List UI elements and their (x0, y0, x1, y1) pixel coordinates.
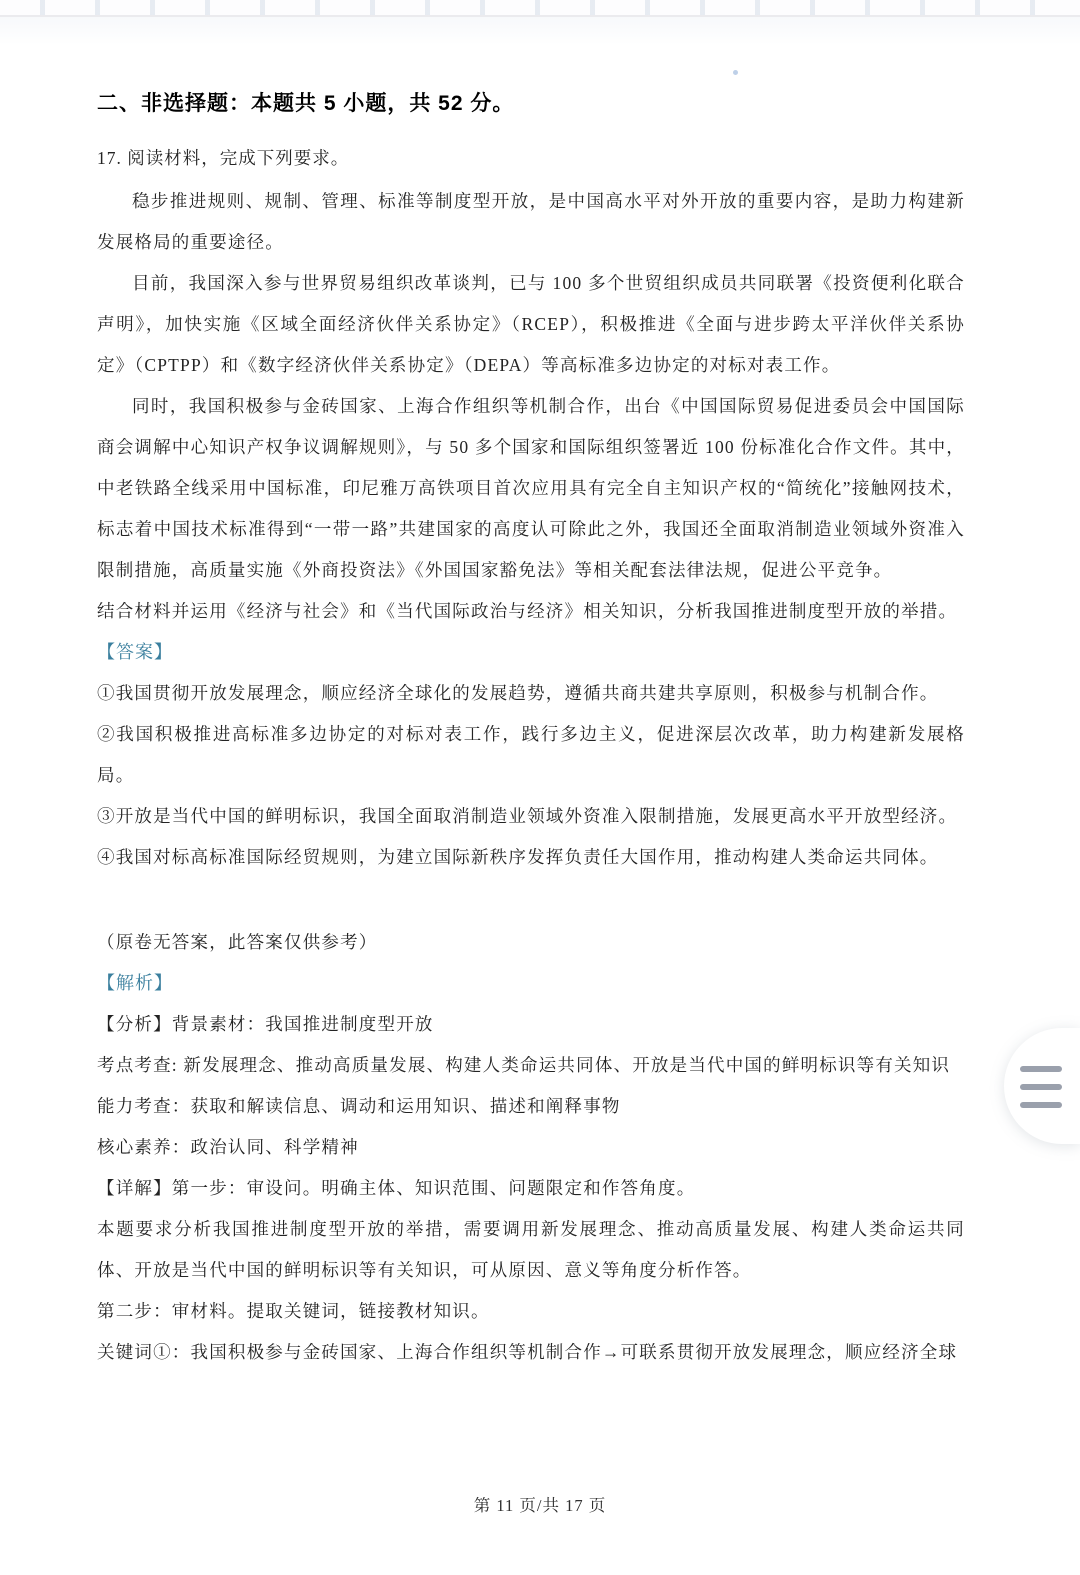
question-line: 17. 阅读材料，完成下列要求。 (97, 148, 350, 168)
answer-point-1: ①我国贯彻开放发展理念，顺应经济全球化的发展趋势，遵循共商共建共享原则，积极参与机制合作。 (97, 683, 939, 703)
task-line: 结合材料并运用《经济与社会》和《当代国际政治与经济》相关知识，分析我国推进制度型开放的举措。 (97, 601, 958, 621)
material-paragraph-3: 同时，我国积极参与金砖国家、上海合作组织等机制合作，出台《中国国际贸易促进委员会中国国际商会调解中心知识产权争议调解规则》，与 50 多个国家和国际组织签署近 100 份标准化合作文件。其中，中老铁路全线采用中国标准，印尼雅万高铁项目首次应用具有完全自主知识产权的“简统化”接触网技术，标志着中国技术标准得到“一带一路”共建国家的高度认可除此之外，我国还全面取消制造业领域外资准入限制措施，高质量实施《外商投资法》《外国国家豁免法》等相关配套法律法规，促进公平竞争。 (97, 396, 965, 580)
analysis-line-5: 【详解】第一步：审设问。明确主体、知识范围、问题限定和作答角度。 (97, 1178, 696, 1198)
answer-point-2: ②我国积极推进高标准多边协定的对标对表工作，践行多边主义，促进深层次改革，助力构建新发展格局。 (97, 724, 965, 785)
material-paragraph-1: 稳步推进规则、规制、管理、标准等制度型开放，是中国高水平对外开放的重要内容，是助力构建新发展格局的重要途径。 (97, 191, 965, 252)
analysis-line-8: 关键词①：我国积极参与金砖国家、上海合作组织等机制合作→可联系贯彻开放发展理念，顺应经济全球 (97, 1342, 958, 1362)
answer-label: 【答案】 (97, 642, 173, 662)
section-heading: 二、非选择题：本题共 5 小题，共 52 分。 (97, 92, 515, 115)
answer-point-4: ④我国对标高标准国际经贸规则，为建立国际新秩序发挥负责任大国作用，推动构建人类命运共同体。 (97, 847, 939, 867)
analysis-line-4: 核心素养：政治认同、科学精神 (97, 1137, 359, 1157)
analysis-line-3: 能力考查：获取和解读信息、调动和运用知识、描述和阐释事物 (97, 1096, 621, 1116)
analysis-line-1: 【分析】背景素材：我国推进制度型开放 (97, 1014, 434, 1034)
answer-note: （原卷无答案，此答案仅供参考） (97, 932, 378, 952)
page-footer: 第 11 页/共 17 页 (473, 1496, 607, 1515)
analysis-label: 【解析】 (97, 973, 173, 993)
answer-point-3: ③开放是当代中国的鲜明标识，我国全面取消制造业领域外资准入限制措施，发展更高水平开放型经济。 (97, 806, 958, 826)
analysis-line-2: 考点考查: 新发展理念、推动高质量发展、构建人类命运共同体、开放是当代中国的鲜明标识等有关知识 (97, 1055, 951, 1075)
analysis-line-7: 第二步：审材料。提取关键词，链接教材知识。 (97, 1301, 490, 1321)
analysis-line-6: 本题要求分析我国推进制度型开放的举措，需要调用新发展理念、推动高质量发展、构建人类命运共同体、开放是当代中国的鲜明标识等有关知识，可从原因、意义等角度分析作答。 (97, 1219, 965, 1280)
hamburger-icon (1020, 1066, 1062, 1108)
material-paragraph-2: 目前，我国深入参与世界贸易组织改革谈判，已与 100 多个世贸组织成员共同联署《投资便利化联合声明》，加快实施《区域全面经济伙伴关系协定》（RCEP），积极推进《全面与进步跨太平洋伙伴关系协定》（CPTPP）和《数字经济伙伴关系协定》（DEPA）等高标准多边协定的对标对表工作。 (97, 273, 965, 375)
